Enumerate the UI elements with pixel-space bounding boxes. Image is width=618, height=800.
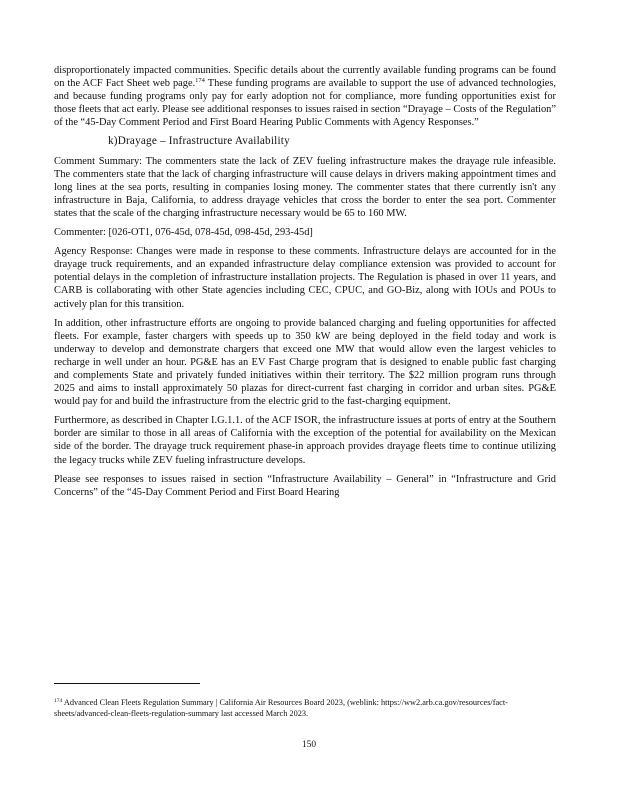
paragraph-southern-border: Furthermore, as described in Chapter I.G.1.1. of the ACF ISOR, the infrastructure issues at ports of entry at the Southern border are similar to those in all areas of California with the exception of the potential for availability on the Mexican side of the border. The drayage truck requirement phase-in approach provides drayage fleets time to continue utilizing the legacy trucks while ZEV fueling infrastructure develops. <box>54 415 556 466</box>
paragraph-infrastructure-efforts: In addition, other infrastructure efforts are ongoing to provide balanced charging and fueling opportunities for affected fleets. For example, faster chargers with speeds up to 350 kW are being deployed in the field today and work is underway to develop and demonstrate chargers that exceed one MW that would allow even the largest vehicles to recharge in well under an hour. PG&E has an EV Fast Charge program that is designed to enable public fast charging and complements State and privately funded initiatives within their territory. The $22 million program runs through 2025 and aims to install approximately 50 plazas for direct-current fast charging in corridor and urban sites. PG&E would pay for and build the infrastructure from the electric grid to the fast-charging equipment. <box>54 317 556 408</box>
footnote-text: Advanced Clean Fleets Regulation Summary | California Air Resources Board 2023, (weblink: https://ww2.arb.ca.gov/resources/fact-sheets/advanced-clean-fleets-regulation-summary last accessed March 2023. <box>54 698 508 719</box>
paragraph-see-responses: Please see responses to issues raised in section “Infrastructure Availability – General” in “Infrastructure and Grid Concerns” of the “45-Day Comment Period and First Board Hearing <box>54 473 556 498</box>
commenter-list: Commenter: [026-OT1, 076-45d, 078-45d, 098-45d, 293-45d] <box>54 227 313 239</box>
footnote-divider <box>54 683 200 684</box>
paragraph-funding <box>54 64 556 129</box>
paragraph-funding-text: disproportionately impacted communities. Specific details about the currently available funding programs can be found on the ACF Fact Sheet web page. <box>54 65 556 90</box>
footnote <box>54 697 554 719</box>
body-text <box>54 64 556 505</box>
footnote-number: 174 <box>54 698 63 704</box>
paragraph-funding-tail: These funding programs are available to support the use of advanced technologies, and because funding programs only pay for early adoption not for compliance, more funding opportunities exist for those fleets that act early. Please see additional responses to issues raised in section “Drayage – Costs of the Regulation” of the “45-Day Comment Period and First Board Hearing Public Comments with Agency Responses.” <box>54 78 556 129</box>
agency-response: Agency Response: Changes were made in response to these comments. Infrastructure delays are accounted for in the drayage truck requirements, and an expanded infrastructure delay compliance extension was provided to account for potential delays in the completion of infrastructure installation projects. The Regulation is phased in over 11 years, and CARB is collaborating with other State agencies including CEC, CPUC, and GO-Biz, along with IOUs and POUs to actively plan for this transition. <box>54 246 556 310</box>
page-number: 150 <box>301 740 317 750</box>
comment-summary: Comment Summary: The commenters state the lack of ZEV fueling infrastructure makes the drayage rule infeasible. The commenters state that the lack of charging infrastructure will cause delays in drivers making appointment times and long lines at the sea ports, resulting in companies losing money. The commenter states that there currently isn't any infrastructure in Baja, California, to address drayage vehicles that cross the border to enter the sea port. Commenter states that the scale of the charging infrastructure necessary would be 65 to 160 MW. <box>54 155 556 219</box>
section-subheading: k)Drayage – Infrastructure Availability <box>108 135 290 148</box>
footnote-reference[interactable]: 174 <box>195 77 205 85</box>
